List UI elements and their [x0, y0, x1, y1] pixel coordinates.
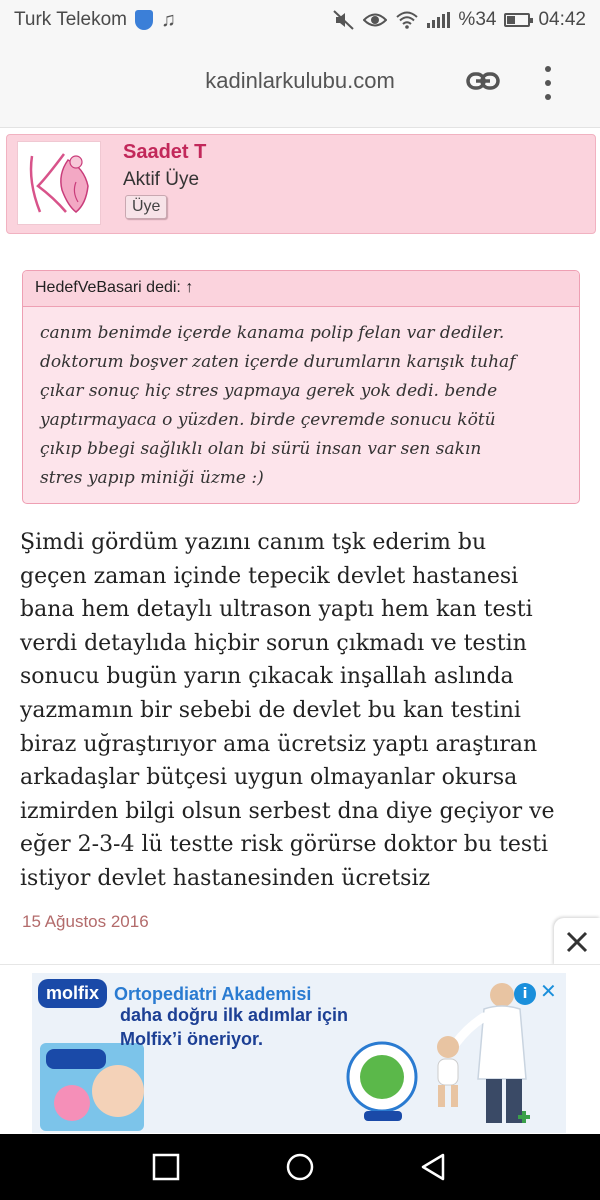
post-line: izmirden bilgi olsun serbest dna diye geçiyor ve [20, 798, 555, 824]
recent-apps-icon[interactable] [152, 1153, 180, 1181]
post-line: sonucu bugün yarın çıkacak inşallah aslında [20, 664, 514, 690]
ad-tagline: Molfix’i öneriyor. [120, 1029, 264, 1049]
status-bar [0, 0, 600, 40]
link-icon[interactable] [466, 68, 500, 96]
quote-line: yaptırmayaca o yüzden. birde çevremde sonucu kötü [40, 410, 496, 430]
shield-icon [135, 10, 153, 30]
post-date: 15 Ağustos 2016 [22, 912, 149, 931]
ad-close-button[interactable] [554, 918, 600, 966]
ad-tagline: daha doğru ilk adımlar için [120, 1005, 349, 1025]
signal-icon [427, 12, 450, 28]
post-line: eğer 2-3-4 lü testte risk görürse doktor bu testi [20, 832, 549, 858]
battery-icon [504, 13, 530, 27]
ad-info-icon[interactable]: i [514, 983, 536, 1005]
browser-toolbar [0, 40, 600, 128]
post-line: istiyor devlet hastanesinden ücretsiz [20, 865, 431, 891]
navigation-bar [0, 1134, 600, 1200]
post-body [20, 526, 586, 896]
username[interactable]: Saadet T [123, 141, 207, 163]
clock: 04:42 [538, 9, 586, 30]
url-display[interactable]: kadinlarkulubu.com [205, 68, 395, 93]
quote-jump-link[interactable]: ↑ [185, 279, 194, 296]
quote-line: canım benimde içerde kanama polip felan var dediler. [40, 323, 505, 343]
quote-text [23, 307, 579, 493]
close-icon [565, 930, 589, 954]
kebab-menu-icon[interactable] [540, 66, 556, 100]
ad-dismiss-icon[interactable]: ✕ [540, 979, 557, 1003]
ad-area [0, 964, 600, 1134]
kk-logo-icon [18, 142, 102, 226]
mute-icon [333, 10, 355, 30]
quote-line: çıkıp bbegi sağlıklı olan bi sürü insan var sen sakın [40, 439, 482, 459]
post-line: arkadaşlar bütçesi uygun olmayanlar okursa [20, 765, 518, 791]
back-icon[interactable] [419, 1152, 447, 1182]
member-badge: Üye [125, 195, 167, 219]
post-line: biraz uğraştırıyor ama ücretsiz yaptı araştıran [20, 731, 538, 757]
quote-author: HedefVeBasari dedi: [35, 279, 181, 296]
avatar[interactable] [17, 141, 101, 225]
battery-percent: %34 [458, 9, 497, 30]
wifi-icon [395, 11, 419, 29]
quote-line: doktorum boşver zaten içerde durumların karışık tuhaf [40, 352, 516, 372]
post-line: yazmamın bir sebebi de devlet bu kan testini [20, 697, 521, 723]
ad-banner[interactable] [32, 973, 566, 1133]
quote-line: çıkar sonuç hiç stres yapmaya gerek yok dedi. bende [40, 381, 498, 401]
ad-headline: Ortopediatri Akademisi [114, 984, 312, 1004]
user-card [6, 134, 596, 234]
ad-brand-logo: molfix [38, 979, 107, 1008]
post-line: bana hem detaylı ultrason yaptı hem kan testi [20, 597, 533, 623]
quote-line: stres yapıp miniği üzme :) [40, 468, 264, 488]
carrier-name: Turk Telekom [14, 9, 127, 30]
post-line: verdi detaylıda hiçbir sorun çıkmadı ve testin [20, 630, 527, 656]
home-icon[interactable] [285, 1152, 315, 1182]
post-line: Şimdi gördüm yazını canım tşk ederim bu [20, 530, 487, 555]
post-line: geçen zaman içinde tepecik devlet hastanesi [20, 563, 519, 589]
user-status: Aktif Üye [123, 169, 200, 190]
eye-icon [363, 11, 387, 29]
status-right [333, 9, 586, 31]
music-icon: ♫ [160, 8, 176, 31]
quote-header [23, 271, 579, 307]
quote-box [22, 270, 580, 504]
status-left [14, 9, 176, 32]
